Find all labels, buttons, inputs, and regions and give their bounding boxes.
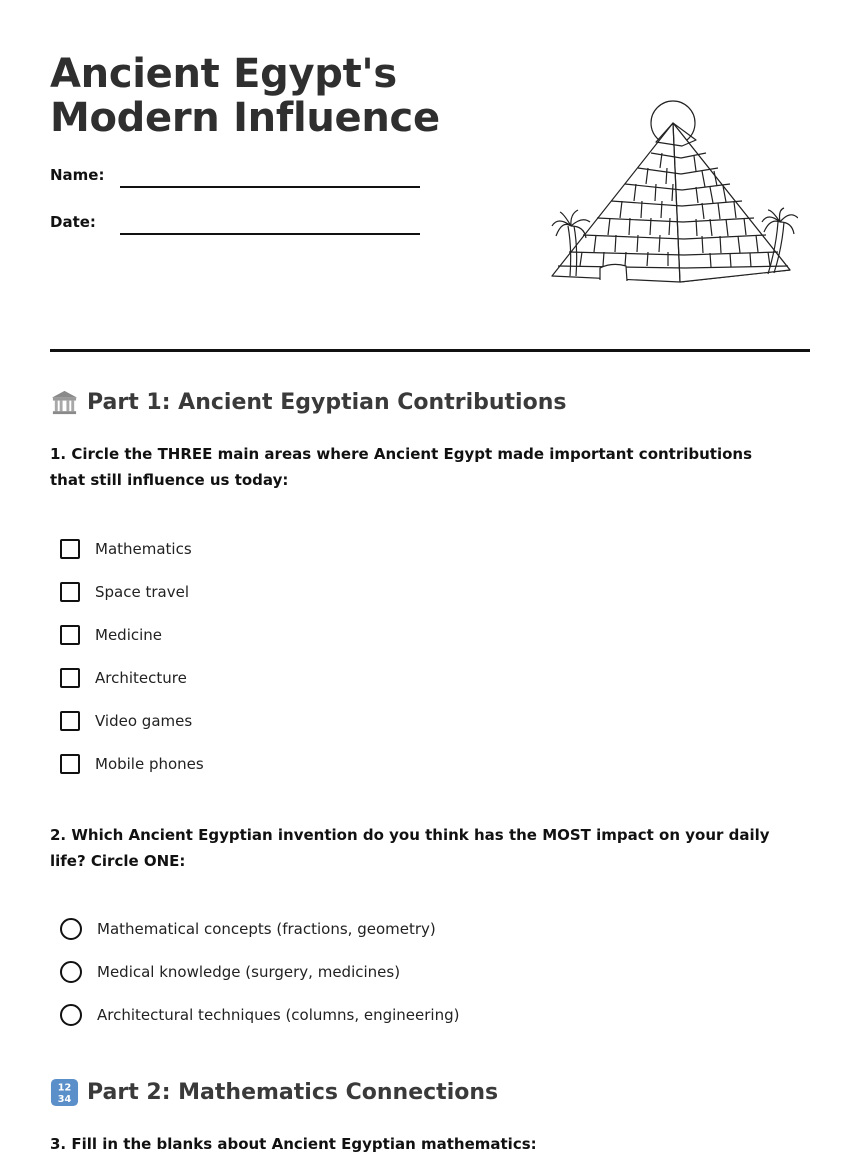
- icon-text-bottom: 34: [57, 1094, 72, 1106]
- checkbox[interactable]: [60, 539, 80, 559]
- name-field-row: [50, 166, 430, 196]
- option-label: Mobile phones: [95, 755, 204, 773]
- date-label: Date:: [50, 213, 96, 231]
- question-3: 3. Fill in the blanks about Ancient Egyptian mathematics:: [50, 1135, 537, 1153]
- pyramid-illustration: [550, 98, 798, 288]
- question-2: 2. Which Ancient Egyptian invention do you think has the MOST impact on your daily life? Circle ONE:: [50, 826, 770, 870]
- option-medical-knowledge[interactable]: [60, 959, 400, 985]
- option-space-travel[interactable]: [60, 579, 189, 605]
- checkbox[interactable]: [60, 711, 80, 731]
- option-medicine[interactable]: [60, 622, 162, 648]
- option-architecture[interactable]: [60, 665, 187, 691]
- option-label: Video games: [95, 712, 193, 730]
- classical-building-icon: [50, 388, 79, 417]
- name-label: Name:: [50, 166, 105, 184]
- checkbox[interactable]: [60, 625, 80, 645]
- worksheet-title: Ancient Egypt's Modern Influence: [50, 51, 440, 141]
- radio-button[interactable]: [60, 1004, 82, 1026]
- part2-heading: [50, 1078, 498, 1107]
- option-video-games[interactable]: [60, 708, 192, 734]
- option-label: Architecture: [95, 669, 187, 687]
- option-mathematics[interactable]: [60, 536, 192, 562]
- option-label: Mathematics: [95, 540, 192, 558]
- date-field-row: [50, 213, 430, 243]
- checkbox[interactable]: [60, 668, 80, 688]
- input-numbers-icon: [50, 1078, 79, 1107]
- name-field[interactable]: [120, 186, 420, 188]
- option-architectural-techniques[interactable]: [60, 1002, 459, 1028]
- radio-button[interactable]: [60, 961, 82, 983]
- date-field[interactable]: [120, 233, 420, 235]
- option-label: Medicine: [95, 626, 163, 644]
- option-mobile-phones[interactable]: [60, 751, 204, 777]
- header-divider: [50, 349, 810, 352]
- icon-text-top: 12: [57, 1082, 72, 1094]
- radio-button[interactable]: [60, 918, 82, 940]
- question-1: 1. Circle the THREE main areas where Ancient Egypt made important contributions that still influence us today:: [50, 445, 753, 489]
- part1-title: Part 1: Ancient Egyptian Contributions: [87, 390, 567, 415]
- part1-heading: [50, 388, 566, 417]
- option-mathematical-concepts[interactable]: [60, 916, 436, 942]
- checkbox[interactable]: [60, 754, 80, 774]
- option-label: Medical knowledge (surgery, medicines): [97, 963, 401, 981]
- part2-title: Part 2: Mathematics Connections: [87, 1080, 499, 1105]
- option-label: Space travel: [95, 583, 189, 601]
- checkbox[interactable]: [60, 582, 80, 602]
- option-label: Architectural techniques (columns, engineering): [97, 1006, 460, 1024]
- option-label: Mathematical concepts (fractions, geometry): [97, 920, 436, 938]
